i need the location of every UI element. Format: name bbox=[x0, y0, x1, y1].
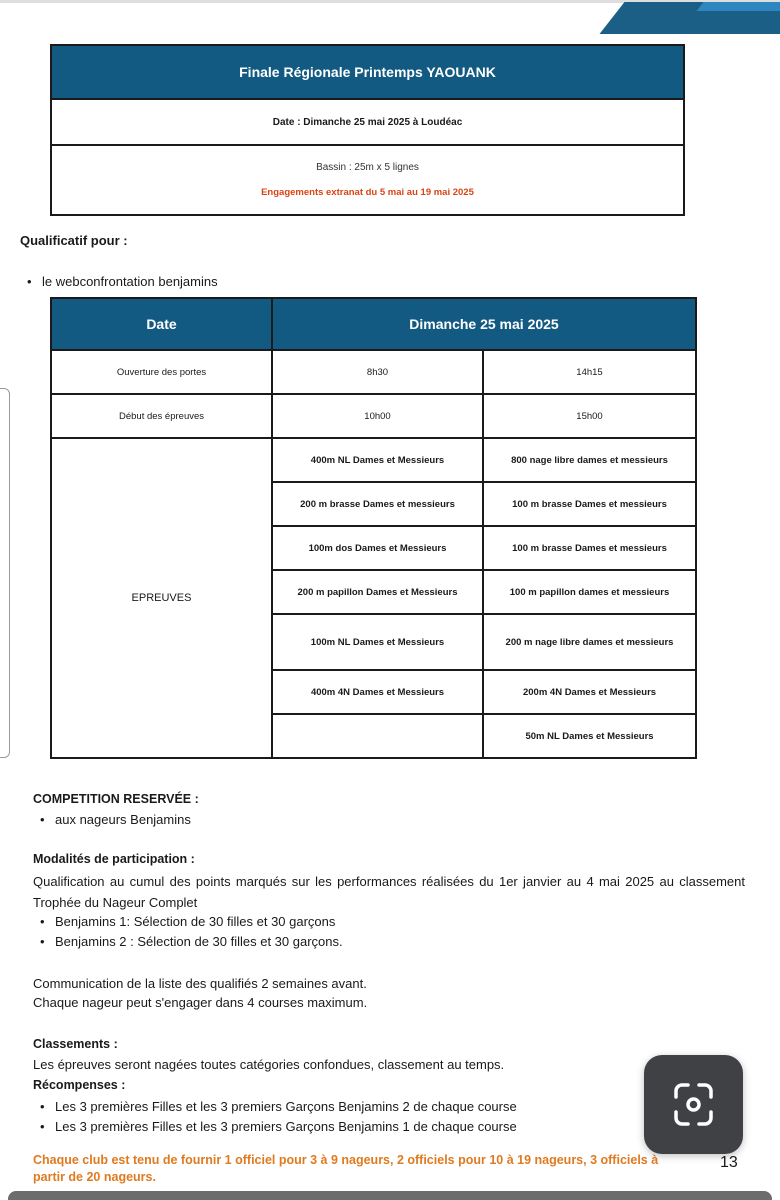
pool-size: Bassin : 25m x 5 lignes bbox=[316, 162, 419, 173]
participation-text: Qualification au cumul des points marqués sur les performances réalisées du 1er janvier au 4 mai 2025 au classement Trophée du Nageur Complet bbox=[33, 874, 745, 910]
event-morning: 100m dos Dames et Messieurs bbox=[272, 526, 483, 570]
event-morning-empty bbox=[272, 714, 483, 758]
participation-heading: Modalités de participation : bbox=[33, 852, 195, 866]
event-morning: 400m 4N Dames et Messieurs bbox=[272, 670, 483, 714]
event-afternoon: 100 m brasse Dames et messieurs bbox=[483, 482, 696, 526]
event-afternoon: 200 m nage libre dames et messieurs bbox=[483, 614, 696, 670]
competition-reserved-item: • aux nageurs Benjamins bbox=[55, 812, 191, 827]
qualification-item: • le webconfrontation benjamins bbox=[42, 274, 218, 289]
officials-requirement: Chaque club est tenu de fournir 1 officiel pour 3 à 9 nageurs, 2 officiels pour 10 à 19 nageurs, 3 officiels à partir de 20 nageurs. bbox=[33, 1153, 659, 1184]
registration-period: Engagements extranat du 5 mai au 19 mai 2025 bbox=[261, 187, 474, 198]
event-morning: 200 m papillon Dames et Messieurs bbox=[272, 570, 483, 614]
event-morning: 400m NL Dames et Messieurs bbox=[272, 438, 483, 482]
competition-date: Date : Dimanche 25 mai 2025 à Loudéac bbox=[51, 99, 684, 145]
page-number: 13 bbox=[720, 1154, 738, 1171]
recompenses-item: • Les 3 premières Filles et les 3 premiers Garçons Benjamins 1 de chaque course bbox=[55, 1119, 517, 1134]
participation-item: • Benjamins 1: Sélection de 30 filles et 30 garçons bbox=[55, 914, 335, 929]
scan-button[interactable] bbox=[644, 1055, 743, 1154]
recompenses-item: • Les 3 premières Filles et les 3 premiers Garçons Benjamins 2 de chaque course bbox=[55, 1099, 517, 1114]
start-label: Début des épreuves bbox=[51, 394, 272, 438]
max-courses-text: Chaque nageur peut s'engager dans 4 courses maximum. bbox=[33, 995, 368, 1010]
doors-open-afternoon: 14h15 bbox=[483, 350, 696, 394]
doors-open-morning: 8h30 bbox=[272, 350, 483, 394]
event-morning: 100m NL Dames et Messieurs bbox=[272, 614, 483, 670]
competition-title: Finale Régionale Printemps YAOUANK bbox=[51, 45, 684, 99]
qualification-heading: Qualificatif pour : bbox=[20, 233, 128, 248]
schedule-header-date: Date bbox=[51, 298, 272, 350]
start-morning: 10h00 bbox=[272, 394, 483, 438]
competition-reserved-heading: COMPETITION RESERVÉE : bbox=[33, 792, 199, 806]
events-label: EPREUVES bbox=[51, 438, 272, 758]
event-afternoon: 50m NL Dames et Messieurs bbox=[483, 714, 696, 758]
start-afternoon: 15h00 bbox=[483, 394, 696, 438]
event-afternoon: 800 nage libre dames et messieurs bbox=[483, 438, 696, 482]
doors-open-label: Ouverture des portes bbox=[51, 350, 272, 394]
participation-item: • Benjamins 2 : Sélection de 30 filles et 30 garçons. bbox=[55, 934, 343, 949]
schedule-header-day: Dimanche 25 mai 2025 bbox=[272, 298, 696, 350]
recompenses-heading: Récompenses : bbox=[33, 1078, 126, 1092]
side-panel-handle[interactable] bbox=[0, 388, 10, 758]
classements-heading: Classements : bbox=[33, 1037, 118, 1051]
event-afternoon: 200m 4N Dames et Messieurs bbox=[483, 670, 696, 714]
event-morning: 200 m brasse Dames et messieurs bbox=[272, 482, 483, 526]
event-afternoon: 100 m papillon dames et messieurs bbox=[483, 570, 696, 614]
competition-info-table bbox=[50, 44, 685, 216]
qualified-list-communication: Communication de la liste des qualifiés 2 semaines avant. bbox=[33, 976, 367, 991]
bottom-navigation-bar bbox=[8, 1191, 772, 1200]
header-decoration-accent bbox=[696, 2, 780, 11]
pool-info-cell bbox=[51, 145, 684, 215]
scan-icon bbox=[644, 1055, 743, 1154]
schedule-table bbox=[50, 297, 697, 759]
classements-text: Les épreuves seront nagées toutes catégories confondues, classement au temps. bbox=[33, 1057, 505, 1072]
event-afternoon: 100 m brasse Dames et messieurs bbox=[483, 526, 696, 570]
